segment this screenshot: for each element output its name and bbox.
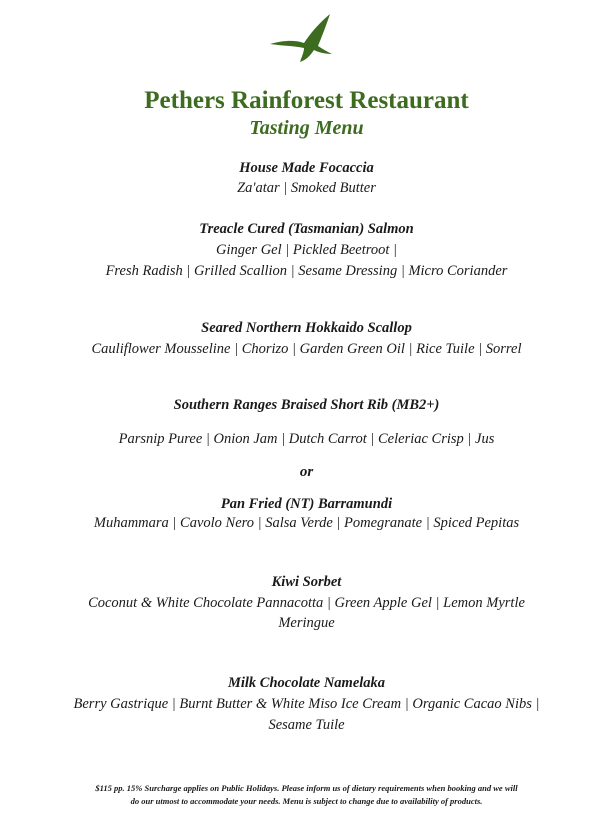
footer-note: do our utmost to accommodate your needs. Menu is subject to change due to availability of products. bbox=[130, 796, 483, 806]
course-name: House Made Focaccia bbox=[239, 160, 374, 176]
bird-icon bbox=[266, 12, 336, 68]
restaurant-name: Pethers Rainforest Restaurant bbox=[144, 87, 469, 114]
footer-note: $115 pp. 15% Surcharge applies on Public Holidays. Please inform us of dietary requirements when booking and we will bbox=[95, 783, 518, 793]
course-name: Milk Chocolate Namelaka bbox=[227, 675, 386, 691]
course-name: Kiwi Sorbet bbox=[271, 574, 342, 590]
course-description: Berry Gastrique | Burnt Butter & White Miso Ice Cream | Organic Cacao Nibs | bbox=[73, 696, 540, 712]
or-separator: or bbox=[299, 464, 314, 480]
course-description: Parsnip Puree | Onion Jam | Dutch Carrot | Celeriac Crisp | Jus bbox=[118, 431, 495, 447]
course-description: Coconut & White Chocolate Pannacotta | Green Apple Gel | Lemon Myrtle bbox=[88, 595, 525, 611]
course-description: Muhammara | Cavolo Nero | Salsa Verde | Pomegranate | Spiced Pepitas bbox=[93, 515, 520, 531]
menu-title: Tasting Menu bbox=[249, 117, 364, 139]
course-description: Ginger Gel | Pickled Beetroot | bbox=[216, 242, 397, 258]
course-description: Za'atar | Smoked Butter bbox=[237, 180, 376, 196]
course-name: Pan Fried (NT) Barramundi bbox=[220, 496, 393, 512]
course-name: Seared Northern Hokkaido Scallop bbox=[201, 320, 412, 336]
course-description: Meringue bbox=[278, 615, 335, 631]
course-description: Sesame Tuile bbox=[268, 717, 345, 733]
course-name: Southern Ranges Braised Short Rib (MB2+) bbox=[173, 397, 440, 413]
course-name: Treacle Cured (Tasmanian) Salmon bbox=[199, 221, 414, 237]
course-description: Fresh Radish | Grilled Scallion | Sesame Dressing | Micro Coriander bbox=[105, 263, 508, 279]
course-description: Cauliflower Mousseline | Chorizo | Garden Green Oil | Rice Tuile | Sorrel bbox=[91, 341, 522, 357]
